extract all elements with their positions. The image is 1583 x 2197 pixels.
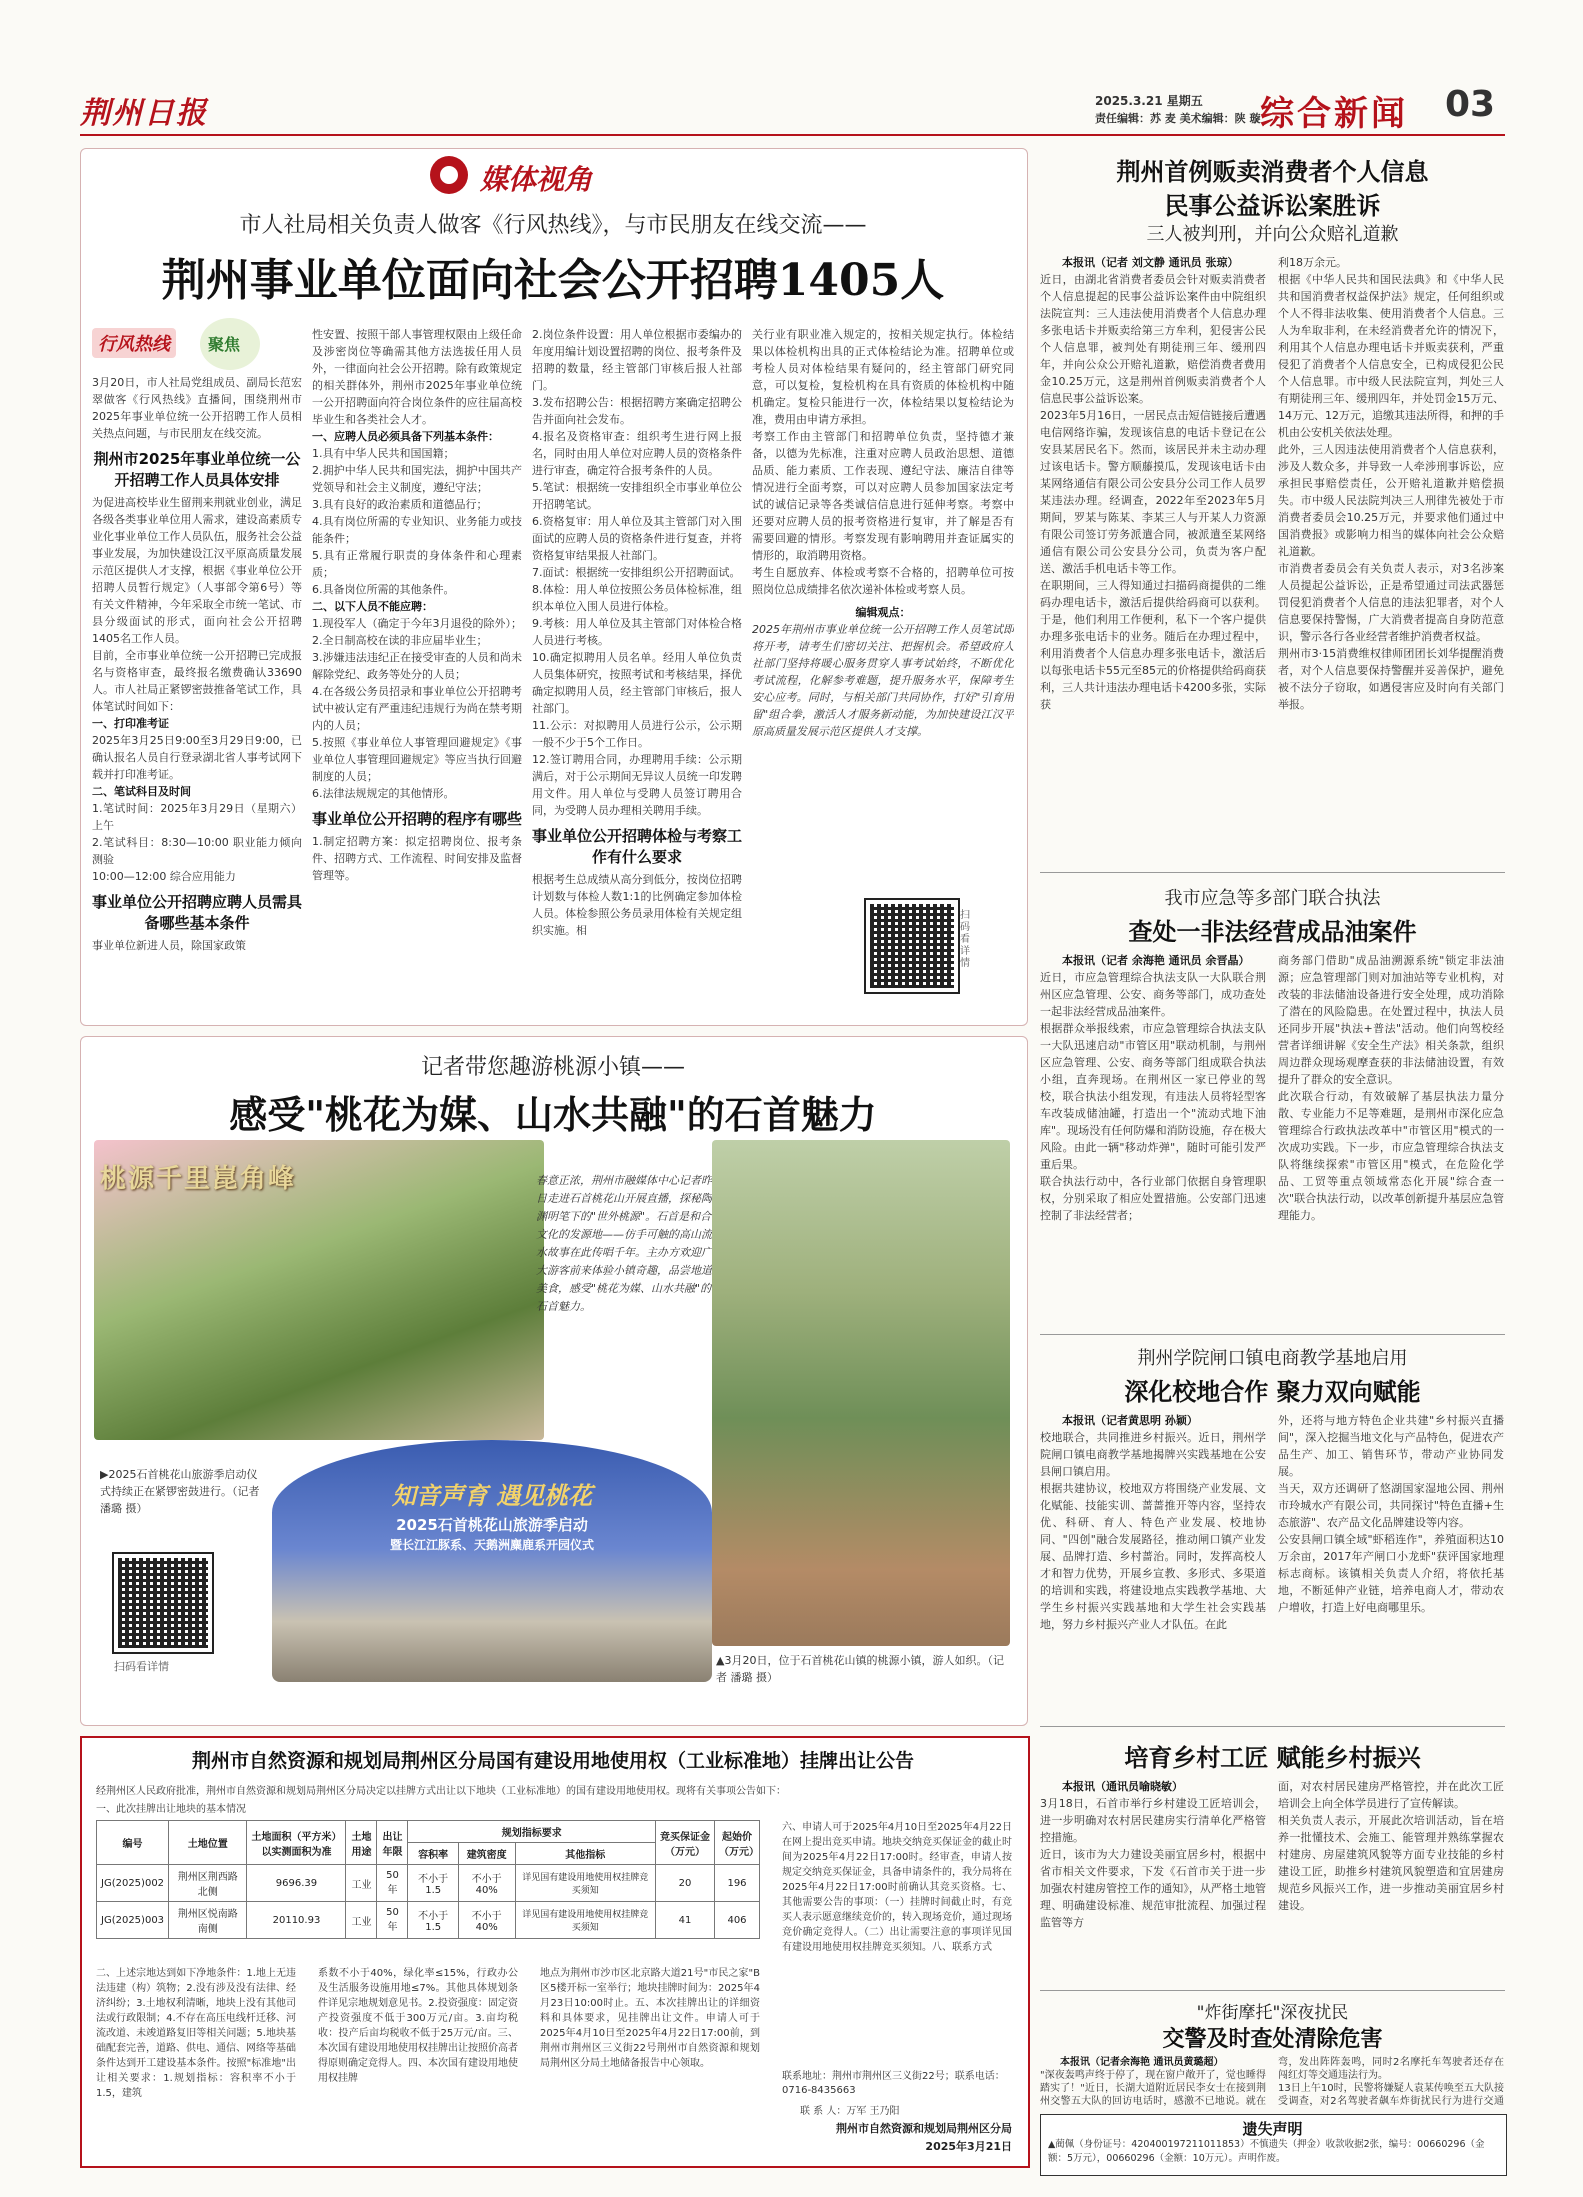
land-body-4: 六、申请人可于2025年4月10日至2025年4月22日在网上提出竞买申请。地块交纳竞买保证金的截止时间为2025年4月22日17:00时。经审查，申请人按规定交纳竞买保证金，具备申请条件的，我分局将在2025年4月22日17:00时前确认其竞买资格。七、其他需要公告的事项：（一）挂牌时间截止时，有竞买人表示愿意继续竞价的，转入现场竞价，通过现场竞价确定竞得人。（二）出让需要注意的事项详见国有建设用地使用权挂牌竞买须知。八、联系方式 xyxy=(782,1822,1012,1953)
table-header: 容积率 xyxy=(408,1843,458,1865)
table-row xyxy=(97,1902,760,1939)
section-name: 综合新闻 xyxy=(1260,94,1408,134)
media-list: 1.具有中华人民共和国国籍； 2.拥护中华人民共和国宪法，拥护中国共产党领导和社会主义制度，遵纪守法； 3.具有良好的政治素质和道德品行； 4.具有岗位所需的专业知识、业务能力或技能条件； 5.具有正常履行职责的身体条件和心理素质； 6.具备岗位所需的其他条件。 xyxy=(312,447,522,596)
hotline-logo xyxy=(92,320,202,370)
media-paragraph: 2025年3月25日9:00至3月29日9:00，已确认报名人员自行登录湖北省人事考试网下载并打印准考证。 xyxy=(92,734,302,781)
a1-byline: 本报讯（记者 刘文静 通讯员 张琼） xyxy=(1062,256,1239,269)
peach-photo-tree xyxy=(94,1140,544,1440)
table-cell: 20110.93 xyxy=(247,1902,346,1939)
table-cell: 41 xyxy=(656,1902,715,1939)
section-divider xyxy=(1040,1726,1505,1727)
media-paragraph: 2.笔试科目：8:30—10:00 职业能力倾向测验 xyxy=(92,836,302,866)
a3-headline: 深化校地合作 聚力双向赋能 xyxy=(1124,1378,1421,1406)
a4-byline: 本报讯（通讯员喻晓敏） xyxy=(1062,1780,1183,1793)
table-header: 编号 xyxy=(97,1821,169,1865)
peach-photo-tourists xyxy=(712,1140,1010,1646)
media-column-2 xyxy=(312,326,522,1014)
land-contact-address: 联系地址：荆州市荆州区三义街22号；联系电话：0716-8435663 xyxy=(782,2071,1005,2096)
a1-column-2: 利18万余元。 根据《中华人民共和国民法典》和《中华人民共和国消费者权益保护法》规定，任何组织或个人不得非法收集、使用消费者个人信息。三人为牟取非利，在未经消费者允许的情况下，利用其个人信息办理电话卡并贩卖获利，严重侵犯了消费者个人信息安全，已构成侵犯公民个人信息罪。市中级人民法院宣判，判处三人有期徒刑三年、缓刑四年，并处罚金15万元、14万元、12万元，追缴其违法所得，和押的手机由公安机关依法处理。 此外，三人因违法使用消费者个人信息获利，涉及人数众多，并导致一人牵涉刑事诉讼，应承担民事赔偿责任，公开赔礼道歉并赔偿损失。市中级人民法院判决三人刑律先被处于市消费者委员会10.25万元，并要求他们通过中国消费报》或影响力相当的媒体向社会公众赔礼道歉。 市消费者委员会有关负责人表示，对3名涉案人员提起公益诉讼，正是希望通过司法武器惩罚侵犯消费者个人信息的违法犯罪者，对个人信息要保持警惕，广大消费者提高自身防范意识，警示各行各业经营者维护消费者权益。 荆州市3·15消费维权律师团团长刘华提醒消费者，对个人信息要保持警醒并妥善保护，避免被不法分子窃取，如遇侵害应及时向有关部门举报。 xyxy=(1278,256,1504,711)
table-cell: 50年 xyxy=(377,1902,408,1939)
peach-photo-ceremony xyxy=(272,1440,712,1682)
land-notice-intro-2: 一、此次挂牌出让地块的基本情况 xyxy=(96,1804,246,1815)
peach-headline: 感受"桃花为媒、山水共融"的石首魅力 xyxy=(229,1092,877,1137)
lost-notice-text: ▲蔺佩（身份证号：420400197211011853）不慎遗失（押金）收款收据2张，编号：00660296（金额：5万元），00660296（金额：10万元）。声明作废。 xyxy=(1048,2139,1485,2164)
editor-credits: 责任编辑：苏 麦 美术编辑：陕 璇 xyxy=(1095,112,1261,125)
table-cell: 详见国有建设用地使用权挂牌竞买须知 xyxy=(515,1902,655,1939)
land-body-1: 二、上述宗地达到如下净地条件：1.地上无违法违建（构）筑物；2.没有涉及没有法律、经济纠纷；3.土地权利清晰，地块上没有其他司法或行政限制；4.不存在高压电线杆迁移、河流改道、未竣道路复旧等相关问题；5.地块基础配套完善，道路、供电、通信、网络等基础条件达到开工建设基本条件。按照"标准地"出让相关要求：1.规划指标：容积率不小于1.5，建筑 xyxy=(96,1968,296,2099)
peach-intro: 春意正浓，荆州市融媒体中心记者昨日走进石首桃花山开展直播，探秘陶渊明笔下的"世外桃源"。石首是和合文化的发源地——仿手可触的高山流水故事在此传唱千年。主办方欢迎广大游客前来体验小镇奇趣，品尝地道美食，感受"桃花为媒、山水共融"的石首魅力。 xyxy=(536,1174,712,1313)
table-header: 土地用途 xyxy=(346,1821,377,1865)
table-cell: 工业 xyxy=(346,1865,377,1902)
table-cell: 荆州区悦南路南侧 xyxy=(169,1902,247,1939)
masthead-rule xyxy=(80,134,1505,136)
table-cell: 不小于40% xyxy=(458,1865,515,1902)
photo-caption-right: ▲3月20日，位于石首桃花山镇的桃源小镇，游人如织。（记者 潘璐 摄） xyxy=(716,1654,1004,1684)
table-cell: 20 xyxy=(656,1865,715,1902)
table-cell: 50年 xyxy=(377,1865,408,1902)
issue-date: 2025.3.21 星期五 xyxy=(1095,94,1203,108)
hotline-logo-text: 行风热线 xyxy=(92,328,176,358)
table-cell: 不小于40% xyxy=(458,1902,515,1939)
a5-kicker: "炸街摩托"深夜扰民 xyxy=(1196,2003,1349,2023)
media-list: 1.现役军人（确定于今年3月退役的除外）； 2.全日制高校在读的非应届毕业生； 3.涉嫌违法违纪正在接受审查的人员和尚未解除党纪、政务等处分的人员； 4.在各级公务员招录和事业单位公开招聘考试中被认定有严重违纪违规行为尚在禁考期内的人员； 5.按照《事业单位人事管理回避规定》《事业单位人事管理回避规定》等应当执行回避制度的人员； 6.法律法规规定的其他情形。 xyxy=(312,617,522,800)
banner-line-2: 暨长江江豚系、天鹅洲麋鹿系开园仪式 xyxy=(389,1538,594,1552)
media-badge xyxy=(430,152,670,200)
a3-column-2: 外，还将与地方特色企业共建"乡村振兴直播间"，深入挖掘当地文化与产品特色，促进农产品生产、加工、销售环节，带动产业协同发展。 当天，双方还调研了悠湖国家湿地公园、荆州市玲城水产有限公司，共同探讨"特色直播+生态旅游"、农产品文化品牌建设等内容。 公安县闸口镇全域"虾稻连作"，养殖面积达10万余亩，2017年产闸口小龙虾"获评国家地理标志商标。该镇相关负责人介绍，将依托基地，不断延伸产业链，培养电商人才，带动农户增收，打造上好电商哪里乐。 xyxy=(1278,1414,1504,1614)
media-paragraph: 1.笔试时间：2025年3月29日（星期六）上午 xyxy=(92,802,302,832)
article-kicker: 市人社局相关负责人做客《行风热线》，与市民朋友在线交流—— xyxy=(239,213,867,238)
article-headline: 荆州事业单位面向社会公开招聘1405人 xyxy=(161,255,945,306)
land-notice-title: 荆州市自然资源和规划局荆州区分局国有建设用地使用权（工业标准地）挂牌出让公告 xyxy=(191,1750,914,1772)
editor-note: 2025年荆州市事业单位统一公开招聘工作人员笔试即将开考，请考生们密切关注、把握机会。希望政府人社部门坚持将暖心服务贯穿人事考试始终，不断优化考试流程，化解参考难题，提升服务水平，保障考生安心应考。同时，与相关部门共同协作，打好"引育用留"组合拳，激活人才服务新动能，为加快建设江汉平原高质量发展示范区提供人才支撑。 xyxy=(752,623,1014,738)
a2-headline: 查处一非法经营成品油案件 xyxy=(1128,918,1417,946)
focus-logo xyxy=(200,318,260,370)
a2-body: 近日，市应急管理综合执法支队一大队联合荆州区应急管理、公安、商务等部门，成功查处一起非法经营成品油案件。 根据群众举报线索，市应急管理综合执法支队一大队迅速启动"市管区用"联动机制，与荆州区应急管理、公安、商务等部门组成联合执法小组，直奔现场。在荆州区一家已停业的驾校，联合执法小组发现，有违法人员将轻型客车改装成储油罐，打造出一个"流动式地下油库"。现场没有任何防爆和消防设施，存在极大风险。由此一辆"移动炸弹"，随时可能引发严重后果。 联合执法行动中，各行业部门依据自身管理职权，分别采取了相应处置措施。公安部门迅速控制了非法经营者； xyxy=(1040,971,1266,1222)
media-subhead-schedule: 荆州市2025年事业单位统一公开招聘工作人员具体安排 xyxy=(93,450,301,489)
media-column-1 xyxy=(92,374,302,1014)
banner-title: 知音声育 遇见桃花 xyxy=(391,1482,593,1510)
table-header: 其他指标 xyxy=(515,1843,655,1865)
media-paragraph: 事业单位新进人员，除国家政策 xyxy=(92,939,246,952)
qr-caption: 扫码看详情 xyxy=(114,1660,169,1673)
media-paragraph: 关行业有职业准入规定的，按相关规定执行。体检结果以体检机构出具的正式体检结论为准。招聘单位或考检人员对体检结果有疑问的，经主管部门研究同意，可以复检，复检机构在具有资质的体检机构中随机确定。复检只能进行一次，体检结果以复检结论为准，费用由申请方承担。 考察工作由主管部门和招聘单位负责，坚持德才兼备，以德为先标准，注重对应聘人员政治思想、道德品质、能力素质、工作表现、遵纪守法、廉洁自律等情况进行全面考察，可以对应聘人员参加国家法定考试的诚信记录等各类诚信信息进行延伸考察。考察中还要对应聘人员的报考资格进行复审，并了解是否有需要回避的情形。考察发现有影响聘用并查证属实的情形的，取消聘用资格。 考生自愿放弃、体检或考察不合格的，招聘单位可按照岗位总成绩排名依次递补体检或考察人员。 xyxy=(752,328,1014,596)
a1-body: 近日，由湖北省消费者委员会针对贩卖消费者个人信息提起的民事公益诉讼案件由中院组织法院宣判：三人违法使用消费者个人信息办理多张电话卡并贩卖给第三方牟利，犯侵害公民个人信息罪，被判处有期徒刑三年、缓刑四年，并向公众公开赔礼道歉，赔偿消费者费用金10.25万元，这是荆州首例贩卖消费者个人信息民事公益诉讼案。 2023年5月16日，一居民点击短信链接后遭遇电信网络诈骗，发现该信息的电话卡登记在公安县某居民名下。然而，该居民并未主动办理过该电话卡。警方顺藤摸瓜，发现该电话卡由某网络通信有限公司公安县分公司工作人员罗某违法办理。经调查，2022年至2023年5月期间，罗某与陈某、李某三人与开某人力资源有限公司签订劳务派遣合同，被派遣至某网络通信有限公司公安县分公司，负责为客户配送、激活手机电话卡等工作。 在职期间，三人得知通过扫描码商提供的二维码办理电话卡，激活后提供给码商可以获利。于是，他们利用工作便利，私下一个客户提供办理多张电话卡的业务。随后在办理过程中，利用消费者个人信息办理多张电话卡，激活后以每张电话卡55元至85元的价格提供给码商获利，三人共计违法办理电话卡4200多张，实际获 xyxy=(1040,273,1266,711)
media-step-heading: 二、笔试科目及时间 xyxy=(92,785,191,798)
media-paragraph: 目前，全市事业单位统一公开招聘已完成报名与资格审查，最终报名缴费确认33690人。市人社局正紧锣密鼓推备笔试工作，具体笔试时间如下： xyxy=(92,649,302,713)
media-badge-label: 媒体视角 xyxy=(480,163,593,196)
table-group-header: 规划指标要求 xyxy=(408,1821,656,1843)
page-number: 03 xyxy=(1445,84,1496,125)
a1-headline-1: 荆州首例贩卖消费者个人信息 xyxy=(1116,158,1429,186)
table-cell: JG(2025)002 xyxy=(97,1865,169,1902)
media-list: 2.岗位条件设置：用人单位根据市委编办的年度用编计划设置招聘的岗位、报考条件及招聘的数量，经主管部门审核后报人社部门。 3.发布招聘公告：根据招聘方案确定招聘公告并面向社会发布。 4.报名及资格审查：组织考生进行网上报名，同时由用人单位对应聘人员的资格条件进行审查，确定符合报考条件的人员。 5.笔试：根据统一安排组织全市事业单位公开招聘笔试。 6.资格复审：用人单位及其主管部门对入围面试的应聘人员的资格条件进行复查，并将资格复审结果报人社部门。 7.面试：根据统一安排组织公开招聘面试。 8.体检：用人单位按照公务员体检标准，组织本单位入围人员进行体检。 9.考核：用人单位及其主管部门对体检合格人员进行考核。 10.确定拟聘用人员名单。经用人单位负责人员集体研究，按照考试和考核结果，择优确定拟聘用人员，经主管部门审核后，报人社部门。 11.公示：对拟聘用人员进行公示，公示期一般不少于5个工作日。 12.签订聘用合同，办理聘用手续：公示期满后，对于公示期间无异议人员统一印发聘用文件。用人单位与受聘人员签订聘用合同，为受聘人员办理相关聘用手续。 xyxy=(532,328,742,817)
media-step-heading: 二、以下人员不能应聘： xyxy=(312,600,433,613)
banner-line-1: 2025石首桃花山旅游季启动 xyxy=(396,1516,588,1534)
peach-kicker: 记者带您趣游桃源小镇—— xyxy=(420,1055,685,1080)
media-paragraph: 性安置、按照干部人事管理权限由上级任命及涉密岗位等确需其他方法选拔任用人员外，一律面向社会公开招聘。除有政策规定的相关群体外，荆州市2025年事业单位统一公开招聘面向符合岗位条件的应往届高校毕业生和各类社会人才。 xyxy=(312,328,522,426)
media-lead: 3月20日，市人社局党组成员、副局长范宏翠做客《行风热线》直播间，围绕荆州市2025年事业单位统一公开招聘工作人员相关热点问题，与市民朋友在线交流。 xyxy=(92,376,302,440)
a5-body: "深夜轰鸣声终于停了，现在窗户敞开了，觉也睡得踏实了！"近日，长湖大道附近居民李女士在接到荆州交警五大队的回访电话时，感激不已地说。就在 xyxy=(1040,2070,1266,2107)
a2-byline: 本报讯（记者 余海艳 通讯员 余晋晶） xyxy=(1062,954,1250,967)
a4-column-2: 面，对农村居民建房严格管控，并在此次工匠培训会上向全体学员进行了宣传解读。 相关负责人表示，开展此次培训活动，旨在培养一批懂技术、会施工、能管理并熟练掌握农村建房、房屋建筑风貌等方面专业技能的乡村建设工匠，助推乡村建筑风貌塑造和宜居建房规范乡风振兴工作，进一步推动美丽宜居乡村建设。 xyxy=(1278,1780,1504,1912)
editor-note-heading: 编辑观点： xyxy=(855,606,911,619)
sign-text: 桃源千里崑角峰 xyxy=(100,1164,297,1194)
table-cell: 196 xyxy=(715,1865,760,1902)
media-column-4 xyxy=(752,326,1014,856)
table-cell: 详见国有建设用地使用权挂牌竞买须知 xyxy=(515,1865,655,1902)
a2-column-1 xyxy=(1040,952,1266,1326)
table-cell: 不小于1.5 xyxy=(408,1902,458,1939)
table-header: 建筑密度 xyxy=(458,1843,515,1865)
a1-column-1 xyxy=(1040,254,1266,864)
a3-body: 校地联合，共同推进乡村振兴。近日，荆州学院闸口镇电商教学基地揭牌兴实践基地在公安县闸口镇启用。 根据共建协议，校地双方将围绕产业发展、文化赋能、技能实训、蔷蔷推开等内容，坚持农优、科研、育人、特色产业发展、校地协同、"四创"融合发展路径，推动闸口镇产业发展、品牌打造、乡村蔷治。同时，发挥高校人才和智力优势，开展乡宣教、多形式、多渠道的培训和实践，将建设地点实践教学基地、大学生乡村振兴实践基地和大学生社会实践基地，努力乡村振兴产业人才队伍。在此 xyxy=(1040,1431,1266,1631)
table-row xyxy=(97,1865,760,1902)
table-cell: JG(2025)003 xyxy=(97,1902,169,1939)
section-divider xyxy=(1040,1334,1505,1335)
media-paragraph: 根据考生总成绩从高分到低分，按岗位招聘计划数与体检人数1:1的比例确定参加体检人员。体检参照公务员录用体检有关规定组织实施。相 xyxy=(532,873,742,937)
camera-icon xyxy=(430,156,468,194)
media-step-heading: 一、打印准考证 xyxy=(92,717,169,730)
a3-kicker: 荆州学院闸口镇电商教学基地启用 xyxy=(1137,1348,1408,1369)
table-cell: 不小于1.5 xyxy=(408,1865,458,1902)
table-header: 土地面积（平方米）以实测面积为准 xyxy=(247,1821,346,1865)
land-body-3: 地点为荆州市沙市区北京路大道21号"市民之家"B区5楼开标一室举行；地块挂牌时间为：2025年4月23日10:00时止。五、本次挂牌出让的详细资料和具体要求，见挂牌出让文件。申请人可于2025年4月10日至2025年4月22日17:00前，到荆州市荆州区三义街22号荆州市自然资源和规划局荆州区分局土地储备报告中心领取。 xyxy=(540,1968,760,2069)
table-cell: 荆州区荆西路北侧 xyxy=(169,1865,247,1902)
media-paragraph: 10:00—12:00 综合应用能力 xyxy=(92,870,236,883)
a2-kicker: 我市应急等多部门联合执法 xyxy=(1164,888,1381,909)
a3-byline: 本报讯（记者黄思明 孙颖） xyxy=(1062,1414,1198,1427)
media-subhead-exam: 事业单位公开招聘体检与考察工作有什么要求 xyxy=(532,827,742,866)
a5-headline: 交警及时查处清除危害 xyxy=(1162,2027,1383,2052)
a5-column-1 xyxy=(1040,2056,1266,2108)
table-header: 出让年限 xyxy=(377,1821,408,1865)
a5-column-2: 弯，发出阵阵轰鸣，同时2名摩托车驾驶者还存在闯红灯等交通违法行为。 13日上午10时，民警将嫌疑人袁某传唤至五大队接受调查，对2名驾驶者飙车炸街扰民行为进行交通 xyxy=(1278,2057,1504,2107)
a4-headline: 培育乡村工匠 赋能乡村振兴 xyxy=(1124,1744,1421,1772)
a1-subheadline: 三人被判刑，并向公众赔礼道歉 xyxy=(1146,224,1399,245)
media-paragraph: 1.制定招聘方案：拟定招聘岗位、报考条件、招聘方式、工作流程、时间安排及监督管理等。 xyxy=(312,835,522,882)
lost-notice-title: 遗失声明 xyxy=(1242,2120,1303,2138)
a4-body: 3月18日，石首市举行乡村建设工匠培训会，进一步明确对农村居民建房实行清单化严格管控措施。 近日，该市为大力建设美丽宜居乡村，根据中省市相关文件要求，下发《石首市关于进一步加强农村建房管控工作的通知》，从严格土地管理、明确建设标准、规范审批流程、加强过程监管等方 xyxy=(1040,1797,1266,1929)
land-signature: 荆州市自然资源和规划局荆州区分局 xyxy=(836,2122,1012,2135)
media-step-heading: 一、应聘人员必须具备下列基本条件： xyxy=(312,430,499,443)
media-subhead-conditions: 事业单位公开招聘应聘人员需具备哪些基本条件 xyxy=(92,893,302,932)
media-column-3 xyxy=(532,326,742,1014)
masthead xyxy=(80,84,1505,134)
qr-caption: 扫码看详情 xyxy=(960,910,970,969)
table-cell: 9696.39 xyxy=(247,1865,346,1902)
section-divider xyxy=(1040,1990,1505,1991)
focus-logo-text: 聚焦 xyxy=(208,335,241,354)
photo-caption-left: ▶2025石首桃花山旅游季启动仪式持续正在紧锣密鼓进行。（记者 潘璐 摄） xyxy=(100,1468,260,1515)
table-cell: 406 xyxy=(715,1902,760,1939)
table-header: 竞买保证金（万元） xyxy=(656,1821,715,1865)
a4-column-1 xyxy=(1040,1778,1266,1982)
a3-column-1 xyxy=(1040,1412,1266,1718)
table-header: 土地位置 xyxy=(169,1821,247,1865)
a2-column-2: 商务部门借助"成品油溯源系统"锁定非法油源；应急管理部门则对加油站等专业机构，对改装的非法储油设备进行安全处理，成功消除了潜在的风险隐患。在处置过程中，执法人员还同步开展"执法+普法"活动。他们向驾校经营者详细讲解《安全生产法》相关条款，组织周边群众现场观摩查获的非法储油设置，有效提升了群众的安全意识。 此次联合行动，有效破解了基层执法力量分散、专业能力不足等难题，是荆州市深化应急管理综合行政执法改革中"市管区用"模式的一次成功实践。下一步，市应急管理综合执法支队将继续探索"市管区用"模式，在危险化学品、工贸等重点领域常态化开展"综合查一次"联合执法行动，以改革创新提升基层应急管理能力。 xyxy=(1278,954,1504,1222)
land-contact-person: 联 系 人：万军 王乃阳 xyxy=(800,2106,900,2117)
table-header: 起始价（万元） xyxy=(715,1821,760,1865)
media-paragraph: 为促进高校毕业生留荆来荆就业创业，满足各级各类事业单位用人需求，建设高素质专业化事业单位工作人员队伍，服务社会公益事业发展，为加快建设江汉平原高质量发展示范区提供人才支撑，根据《事业单位公开招聘人员暂行规定》（人事部令第6号）等有关文件精神，今年采取全市统一笔试、市县分级面试的形式，面向社会公开招聘1405名工作人员。 xyxy=(92,496,302,645)
a5-byline: 本报讯（记者余海艳 通讯员黄璐超） xyxy=(1060,2057,1224,2068)
land-table xyxy=(96,1820,760,1939)
section-divider xyxy=(1040,872,1505,873)
a1-headline-2: 民事公益诉讼案胜诉 xyxy=(1164,192,1381,220)
land-notice-intro: 经荆州区人民政府批准，荆州市自然资源和规划局荆州区分局决定以挂牌方式出让以下地块（工业标准地）的国有建设用地使用权。现将有关事项公告如下： xyxy=(96,1786,786,1797)
land-sign-date: 2025年3月21日 xyxy=(925,2140,1012,2153)
table-cell: 工业 xyxy=(346,1902,377,1939)
qr-code[interactable] xyxy=(866,900,958,992)
newspaper-logo: 荆州日报 xyxy=(80,96,208,131)
media-subhead-procedure: 事业单位公开招聘的程序有哪些 xyxy=(312,810,522,828)
qr-code[interactable] xyxy=(114,1554,212,1652)
land-body-2: 系数不小于40%，绿化率≤15%，行政办公及生活服务设施用地≤7%。其他具体规划条件详见宗地规划意见书。2.投资强度：固定资产投资强度不低于300万元/亩。3.亩均税收：投产后亩均税收不低于25万元/亩。三、本次国有建设用地使用权挂牌出让按照价高者得原则确定竞得人。四、本次国有建设用地使用权挂牌 xyxy=(318,1968,518,2084)
